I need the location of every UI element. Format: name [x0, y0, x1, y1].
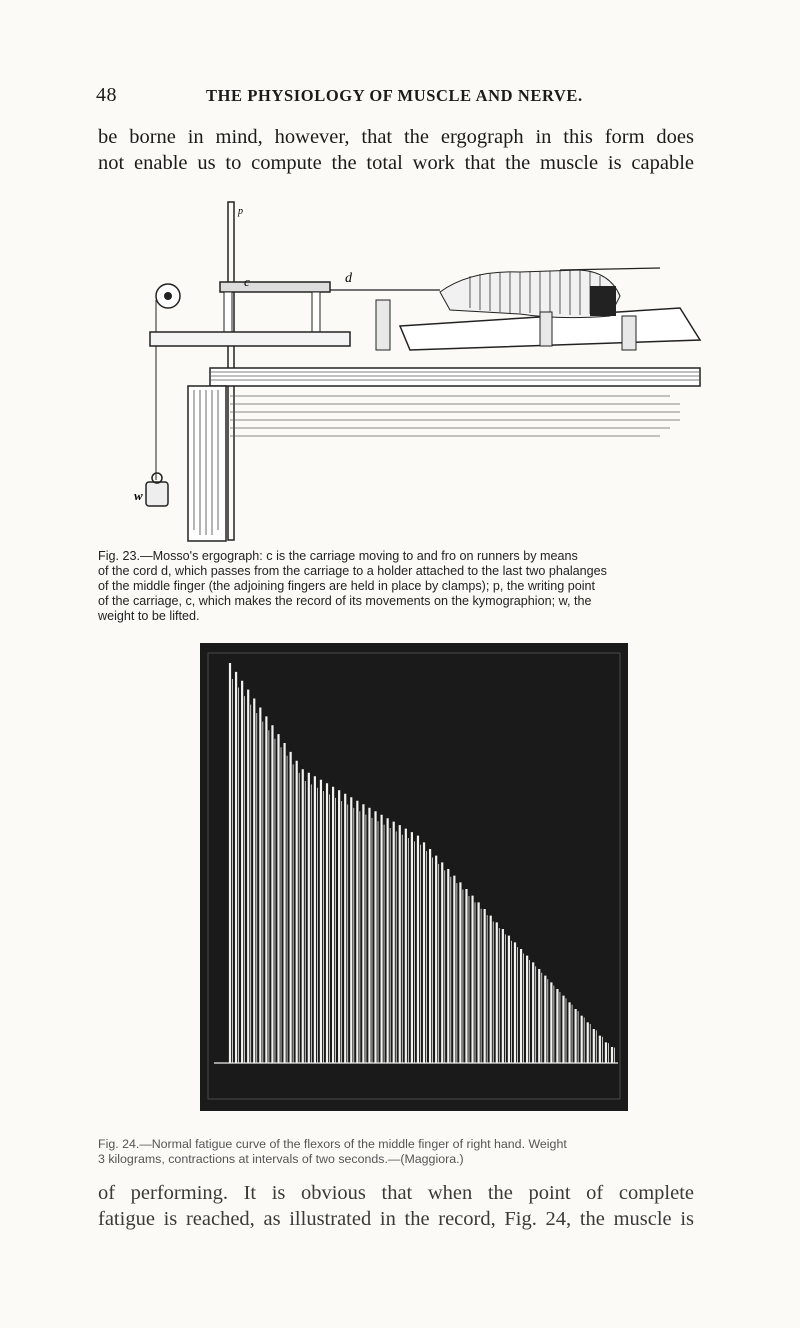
caption-line: Fig. 23.—Mosso's ergograph: c is the carriage moving to and fro on runners by means: [98, 549, 578, 563]
label-p: p: [238, 206, 243, 217]
paragraph-line: not enable us to compute the total work that the muscle is capable: [98, 152, 694, 174]
hand: [440, 268, 660, 318]
label-w: w: [134, 488, 143, 503]
clamp: [540, 312, 552, 346]
base-board: [150, 332, 350, 346]
caption-line: 3 kilograms, contractions at intervals of two seconds.—(Maggiora.): [98, 1152, 464, 1166]
carriage-leg: [312, 292, 320, 332]
figure-24-caption: [98, 1137, 696, 1167]
paragraph-line: of performing. It is obvious that when the point of complete: [98, 1182, 694, 1204]
figure-23-caption: [98, 549, 696, 624]
running-title: THE PHYSIOLOGY OF MUSCLE AND NERVE.: [206, 86, 583, 105]
clamp: [622, 316, 636, 350]
label-d: d: [345, 271, 352, 286]
clamp: [376, 300, 390, 350]
page-number: 48: [96, 84, 117, 106]
caption-line: of the carriage, c, which makes the record of its movements on the kymographion; w, the: [98, 594, 592, 608]
table-top: [210, 368, 700, 386]
finger-holder: [590, 286, 616, 316]
carriage: [220, 282, 330, 292]
paragraph-top: [98, 124, 694, 176]
caption-line: Fig. 24.—Normal fatigue curve of the flexors of the middle finger of right hand. Weight: [98, 1137, 567, 1151]
board-hatching: [230, 396, 680, 436]
label-c: c: [244, 274, 250, 289]
weight: [146, 482, 168, 506]
pulley-hub: [164, 292, 172, 300]
carriage-leg: [224, 292, 232, 332]
caption-line: of the cord d, which passes from the carriage to a holder attached to the last two phalanges: [98, 564, 607, 578]
paragraph-line: fatigue is reached, as illustrated in the record, Fig. 24, the muscle is: [98, 1208, 694, 1230]
caption-line: of the middle finger (the adjoining fingers are held in place by clamps); p, the writing point: [98, 579, 596, 593]
paragraph-line: be borne in mind, however, that the ergograph in this form does: [98, 126, 694, 148]
figure-24-fatigue-record: [200, 643, 628, 1111]
caption-line: weight to be lifted.: [98, 609, 200, 623]
paragraph-bottom: [98, 1180, 694, 1232]
figure-23-ergograph: [134, 200, 700, 545]
